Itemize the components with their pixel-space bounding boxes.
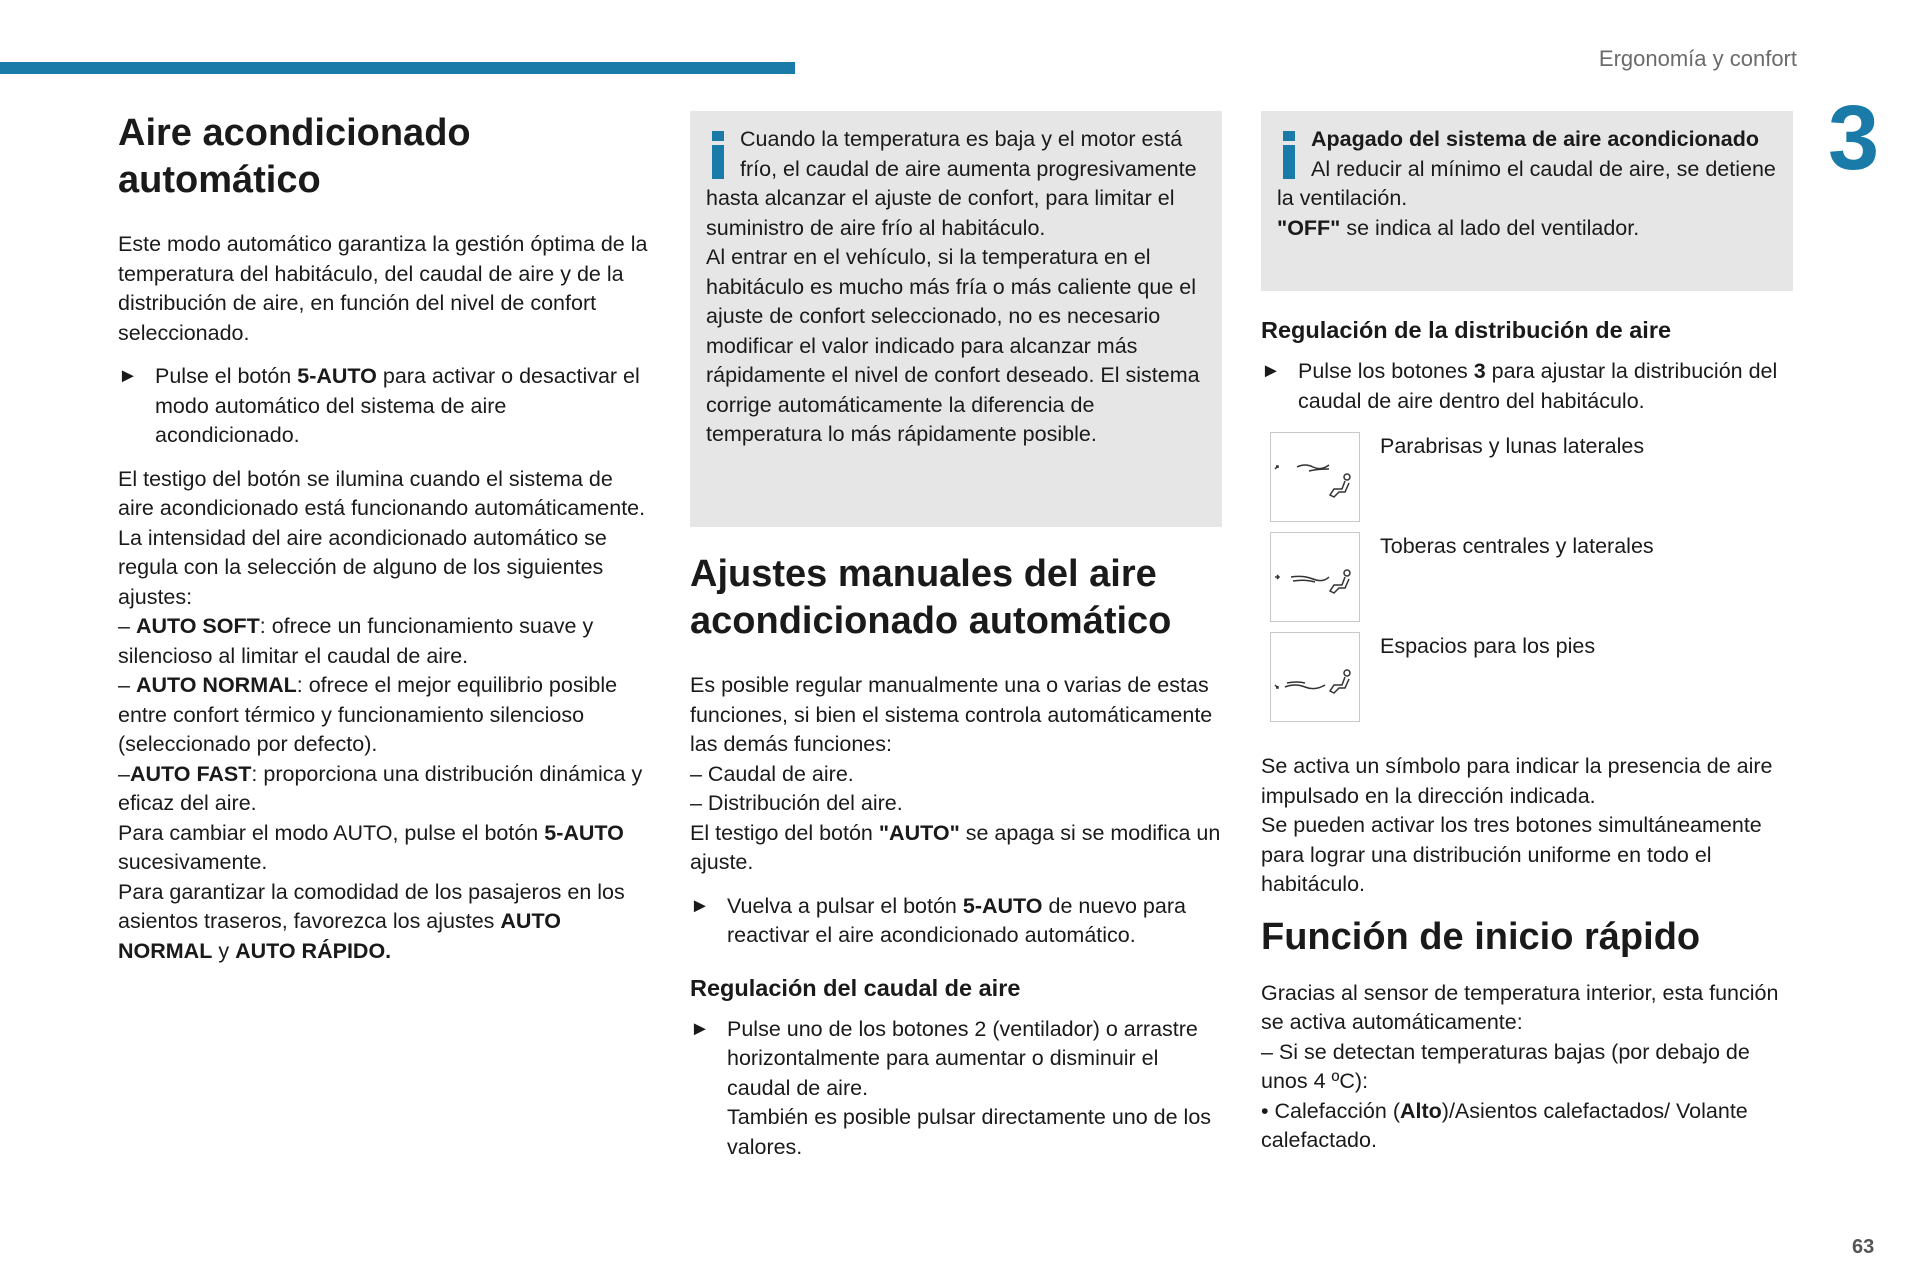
paragraph: Este modo automático garantiza la gestión óptima de la temperatura del habitáculo, del caudal de aire y de la distribución de aire, en función del nivel de confort seleccionado.: [118, 232, 648, 345]
text: para activar o desactivar el modo automático del sistema de aire acondicionado.: [155, 364, 640, 447]
arrow-icon: ►: [118, 365, 138, 387]
text: Pulse los botones: [1298, 359, 1474, 383]
bullet-item: [118, 362, 653, 451]
text-bold: 5-AUTO: [962, 893, 1043, 918]
text: para ajustar la distribución del caudal de aire dentro del habitáculo.: [1298, 359, 1778, 413]
text-bold: AUTO NORMAL: [135, 673, 297, 697]
heading-ajustes-manuales: Ajustes manuales del aire acondicionado automático: [690, 553, 1172, 642]
bullet-item: [690, 1015, 1222, 1163]
header-accent-bar: [0, 62, 795, 74]
note-text: se indica al lado del ventilador.: [1340, 215, 1640, 240]
text-bold: "AUTO": [878, 820, 960, 845]
arrow-icon: ►: [690, 894, 710, 917]
text-bold: "OFF": [1277, 215, 1341, 240]
bullet-item: [690, 892, 1222, 951]
column-3: [1261, 111, 1793, 1156]
paragraph: [1261, 1097, 1793, 1156]
heading-aire-acondicionado: Aire acondicionado automático: [118, 112, 471, 201]
note-title: Apagado del sistema de aire acondicionado: [1311, 127, 1760, 151]
text: Pulse el botón: [155, 364, 298, 388]
text: –: [118, 614, 136, 638]
arrow-icon: ►: [1261, 360, 1281, 382]
paragraph: [690, 819, 1222, 878]
mode-fast: [118, 760, 653, 819]
paragraph: [118, 819, 653, 878]
text-bold: Alto: [1399, 1098, 1442, 1123]
paragraph: Se pueden activar los tres botones simultáneamente para lograr una distribución uniforme en todo el habitáculo.: [1261, 813, 1762, 896]
column-2: [690, 111, 1222, 1176]
text: se apaga si se modifica un ajuste.: [690, 820, 1221, 874]
text: y: [212, 938, 236, 963]
paragraph: – Si se detectan temperaturas bajas (por debajo de unos 4 ºC):: [1261, 1039, 1750, 1093]
text: Para cambiar el modo AUTO, pulse el botón: [118, 820, 545, 845]
text: –: [118, 761, 130, 786]
text: : ofrece un funcionamiento suave y silencioso al limitar el caudal de aire.: [118, 614, 594, 668]
info-icon: [1277, 131, 1303, 179]
paragraph: El testigo del botón se ilumina cuando el sistema de aire acondicionado está funcionando automáticamente.: [118, 466, 646, 520]
subheading-distribucion: Regulación de la distribución de aire: [1261, 317, 1672, 343]
paragraph: Gracias al sensor de temperatura interior, esta función se activa automáticamente:: [1261, 980, 1779, 1034]
windscreen-airflow-icon: [1270, 432, 1360, 522]
chapter-number: 3: [1828, 87, 1880, 189]
text: sucesivamente.: [118, 850, 268, 874]
section-title: Ergonomía y confort: [1598, 46, 1797, 71]
text-bold: 3: [1473, 359, 1486, 383]
text-bold: 5-AUTO: [544, 820, 624, 845]
note-text: Al reducir al mínimo el caudal de aire, se detiene la ventilación.: [1277, 156, 1776, 210]
text: )/Asientos calefactados/ Volante calefactado.: [1261, 1098, 1748, 1152]
heading-inicio-rapido: Función de inicio rápido: [1261, 915, 1701, 958]
text: : proporciona una distribución dinámica y eficaz del aire.: [118, 761, 643, 815]
text: • Calefacción (: [1261, 1098, 1400, 1123]
distribution-label: Toberas centrales y laterales: [1380, 534, 1654, 558]
paragraph: Es posible regular manualmente una o varias de estas funciones, si bien el sistema controla automáticamente las demás funciones:: [690, 673, 1213, 756]
distribution-label: Parabrisas y lunas laterales: [1380, 434, 1645, 458]
text-bold: AUTO FAST: [129, 761, 252, 786]
text: : ofrece el mejor equilibrio posible entre confort térmico y funcionamiento silencioso (seleccionado por defecto).: [118, 673, 618, 756]
list-item: – Distribución del aire.: [690, 791, 903, 815]
paragraph: [118, 878, 653, 967]
text: También es posible pulsar directamente uno de los valores.: [727, 1105, 1212, 1159]
feet-airflow-icon: [1270, 632, 1360, 722]
mode-soft: [118, 612, 653, 671]
paragraph: Se activa un símbolo para indicar la presencia de aire impulsado en la dirección indicada.: [1261, 754, 1773, 808]
mode-normal: [118, 671, 653, 760]
info-icon: [706, 131, 732, 179]
text: Vuelva a pulsar el botón: [727, 893, 963, 918]
arrow-icon: ►: [690, 1017, 710, 1040]
distribution-feet: [1261, 632, 1793, 722]
text: El testigo del botón: [690, 820, 879, 845]
info-note: [690, 111, 1222, 527]
text-bold: AUTO RÁPIDO.: [235, 938, 392, 963]
text-bold: AUTO NORMAL: [118, 909, 561, 963]
page-number: 63: [1852, 1236, 1875, 1258]
note-text: Cuando la temperatura es baja y el motor está frío, el caudal de aire aumenta progresivamente hasta alcanzar el ajuste de confort, para limitar el suministro de aire frío al habitáculo.: [706, 127, 1197, 240]
text-bold: 5-AUTO: [297, 364, 377, 388]
list-item: – Caudal de aire.: [690, 761, 854, 786]
text: Para garantizar la comodidad de los pasajeros en los asientos traseros, favorezca los ajustes: [118, 879, 625, 933]
text: de nuevo para reactivar el aire acondicionado automático.: [727, 893, 1186, 947]
text: Pulse uno de los botones 2 (ventilador) o arrastre horizontalmente para aumentar o disminuir el caudal de aire.: [727, 1016, 1198, 1100]
note-text: Al entrar en el vehículo, si la temperatura en el habitáculo es mucho más fría o más caliente que el ajuste de confort seleccionado, no es necesario modificar el valor indicado para alcanzar más rápidamente el nivel de confort deseado. El sistema corrige automáticamente la diferencia de temperatura lo más rápidamente posible.: [706, 245, 1200, 446]
text-bold: AUTO SOFT: [135, 614, 260, 638]
paragraph: La intensidad del aire acondicionado automático se regula con la selección de alguno de los siguientes ajustes:: [118, 525, 607, 609]
distribution-label: Espacios para los pies: [1380, 634, 1596, 658]
distribution-windscreen: [1261, 432, 1793, 522]
bullet-item: [1261, 357, 1793, 416]
info-note: [1261, 111, 1793, 291]
text: –: [118, 673, 136, 697]
vents-airflow-icon: [1270, 532, 1360, 622]
column-1: [118, 110, 653, 966]
subheading-caudal: Regulación del caudal de aire: [690, 974, 1021, 1001]
distribution-vents: [1261, 532, 1793, 622]
